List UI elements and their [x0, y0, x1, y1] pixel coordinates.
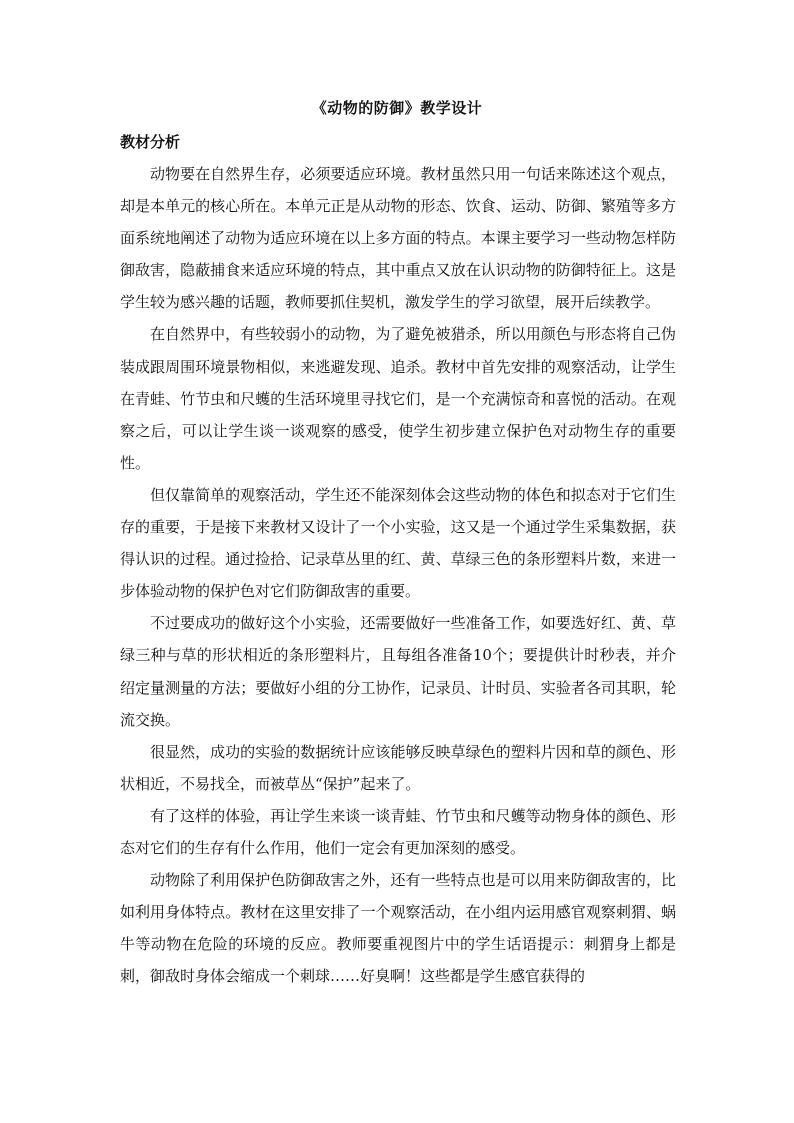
- paragraph-6: 有了这样的体验，再让学生来谈一谈青蛙、竹节虫和尺蠖等动物身体的颜色、形态对它们的生存有什么作用，他们一定会有更加深刻的感受。: [120, 806, 676, 857]
- paragraph-7: 动物除了利用保护色防御敌害之外，还有一些特点也是可以用来防御敌害的，比如利用身体特点。教材在这里安排了一个观察活动，在小组内运用感官观察刺猬、蜗牛等动物在危险的环境的反应。教师要重视图片中的学生话语提示：刺猬身上都是刺，御敌时身体会缩成一个刺球……好臭啊！这些都是学生感官获得的: [120, 871, 676, 986]
- document-body: [120, 158, 676, 992]
- section-heading: 教材分析: [120, 133, 181, 151]
- paragraph-2: 在自然界中，有些较弱小的动物，为了避免被猎杀，所以用颜色与形态将自己伪装成跟周围环境景物相似，来逃避发现、追杀。教材中首先安排的观察活动，让学生在青蛙、竹节虫和尺蠖的生活环境里寻找它们，是一个充满惊奇和喜悦的活动。在观察之后，可以让学生谈一谈观察的感受，使学生初步建立保护色对动物生存的重要性。: [120, 325, 676, 472]
- paragraph-5: 很显然，成功的实验的数据统计应该能够反映草绿色的塑料片因和草的颜色、形状相近，不易找全，而被草丛“保护”起来了。: [120, 742, 676, 793]
- paragraph-4: 不过要成功的做好这个小实验，还需要做好一些准备工作，如要选好红、黄、草绿三种与草的形状相近的条形塑料片，且每组各准备10个；要提供计时秒表，并介绍定量测量的方法；要做好小组的分工协作，记录员、计时员、实验者各司其职，轮流交换。: [120, 614, 676, 729]
- paragraph-1: 动物要在自然界生存，必须要适应环境。教材虽然只用一句话来陈述这个观点，却是本单元的核心所在。本单元正是从动物的形态、饮食、运动、防御、繁殖等多方面系统地阐述了动物为适应环境在以上多方面的特点。本课主要学习一些动物怎样防御敌害，隐蔽捕食来适应环境的特点，其中重点又放在认识动物的防御特征上。这是学生较为感兴趣的话题，教师要抓住契机，激发学生的学习欲望，展开后续教学。: [120, 165, 676, 312]
- paragraph-3: 但仅靠简单的观察活动，学生还不能深刻体会这些动物的体色和拟态对于它们生存的重要，于是接下来教材又设计了一个小实验，这又是一个通过学生采集数据，获得认识的过程。通过捡拾、记录草丛里的红、黄、草绿三色的条形塑料片数，来进一步体验动物的保护色对它们防御敌害的重要。: [120, 485, 676, 601]
- document-title: 《动物的防御》教学设计: [311, 99, 483, 117]
